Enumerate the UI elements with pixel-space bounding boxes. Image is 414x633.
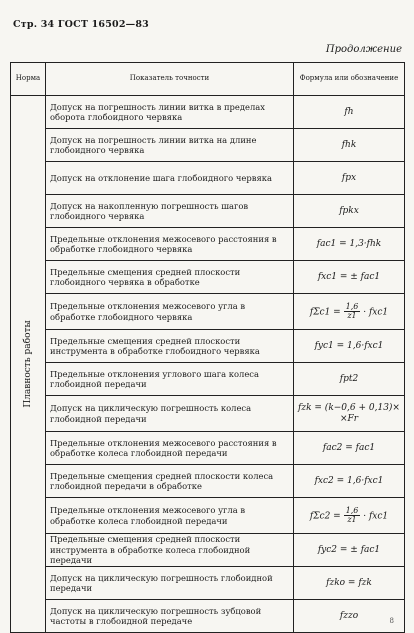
indicator-cell: Предельные отклонения межосевого угла в обработке колеса глобоидной передачи [46, 498, 294, 534]
formula-fraction [344, 507, 361, 525]
formula-cell: fyc2 = ± fac1 [294, 534, 405, 567]
indicator-cell: Допуск на циклическую погрешность глобоидной передачи [46, 567, 294, 600]
indicator-cell: Допуск на циклическую погрешность колеса глобоидной передачи [46, 396, 294, 432]
continuation-label: Продолжение [325, 44, 402, 55]
fraction-numerator: 1,6 [345, 505, 359, 515]
formula-cell: fzzo [294, 600, 405, 633]
fraction-denominator: z1 [347, 515, 357, 524]
indicator-cell: Предельные смещения средней плоскости инструмента в обработке колеса глобоидной передачи [46, 534, 294, 567]
fraction-denominator: z1 [347, 311, 357, 320]
corner-mark: 8 [389, 617, 394, 625]
table-row [11, 228, 405, 261]
table-row [11, 396, 405, 432]
formula-cell: fac1 = 1,3·fhk [294, 228, 405, 261]
table-row [11, 465, 405, 498]
table-row [11, 96, 405, 129]
tolerance-table [10, 62, 405, 633]
indicator-cell: Допуск на накопленную погрешность шагов глобоидного червяка [46, 195, 294, 228]
formula-cell: fh [294, 96, 405, 129]
indicator-cell: Предельные отклонения межосевого расстояния в обработке глобоидного червяка [46, 228, 294, 261]
tolerance-table-wrap [10, 62, 404, 633]
formula-cell: fpx [294, 162, 405, 195]
norm-group-label: Плавность работы [23, 320, 33, 408]
formula-cell: fhk [294, 129, 405, 162]
table-row [11, 294, 405, 330]
column-header-norm: Норма [11, 63, 46, 96]
table-row [11, 600, 405, 633]
table-row [11, 363, 405, 396]
formula-cell: fzko = fzk [294, 567, 405, 600]
indicator-cell: Предельные отклонения углового шага колеса глобоидной передачи [46, 363, 294, 396]
column-header-formula: Формула или обозначение [294, 63, 405, 96]
fraction-numerator: 1,6 [345, 301, 359, 311]
table-header-row [11, 63, 405, 96]
formula-cell: fyc1 = 1,6·fxc1 [294, 330, 405, 363]
table-row [11, 330, 405, 363]
norm-group-cell [11, 96, 46, 633]
table-row [11, 498, 405, 534]
table-row [11, 261, 405, 294]
indicator-cell: Предельные отклонения межосевого угла в обработке глобоидного червяка [46, 294, 294, 330]
formula-cell: fac2 = fac1 [294, 432, 405, 465]
indicator-cell: Допуск на отклонение шага глобоидного червяка [46, 162, 294, 195]
formula-cell: fpt2 [294, 363, 405, 396]
indicator-cell: Предельные отклонения межосевого расстояния в обработке колеса глобоидной передачи [46, 432, 294, 465]
formula-cell [294, 498, 405, 534]
indicator-cell: Допуск на циклическую погрешность зубцовой частоты в глобоидной передаче [46, 600, 294, 633]
formula-cell: fzk = (k−0,6 + 0,13)× ×Fr [294, 396, 405, 432]
table-row [11, 432, 405, 465]
indicator-cell: Допуск на погрешность линии витка на длине глобоидного червяка [46, 129, 294, 162]
formula-suffix: · fxc1 [363, 307, 389, 317]
indicator-cell: Предельные смещения средней плоскости глобоидного червяка в обработке [46, 261, 294, 294]
table-row [11, 195, 405, 228]
page-header: Стр. 34 ГОСТ 16502—83 [13, 19, 149, 30]
table-row [11, 129, 405, 162]
column-header-indicator: Показатель точности [46, 63, 294, 96]
formula-cell: fxc1 = ± fac1 [294, 261, 405, 294]
formula-prefix: fΣc2 = [309, 511, 341, 521]
table-row [11, 534, 405, 567]
table-row [11, 162, 405, 195]
indicator-cell: Допуск на погрешность линии витка в пределах оборота глобоидного червяка [46, 96, 294, 129]
formula-suffix: · fxc1 [363, 511, 389, 521]
formula-cell: fxc2 = 1,6·fxc1 [294, 465, 405, 498]
indicator-cell: Предельные смещения средней плоскости инструмента в обработке глобоидного червяка [46, 330, 294, 363]
indicator-cell: Предельные смещения средней плоскости колеса глобоидной передачи в обработке [46, 465, 294, 498]
formula-cell [294, 294, 405, 330]
formula-prefix: fΣc1 = [309, 307, 341, 317]
formula-cell: fpkx [294, 195, 405, 228]
formula-fraction [344, 303, 361, 321]
table-row [11, 567, 405, 600]
